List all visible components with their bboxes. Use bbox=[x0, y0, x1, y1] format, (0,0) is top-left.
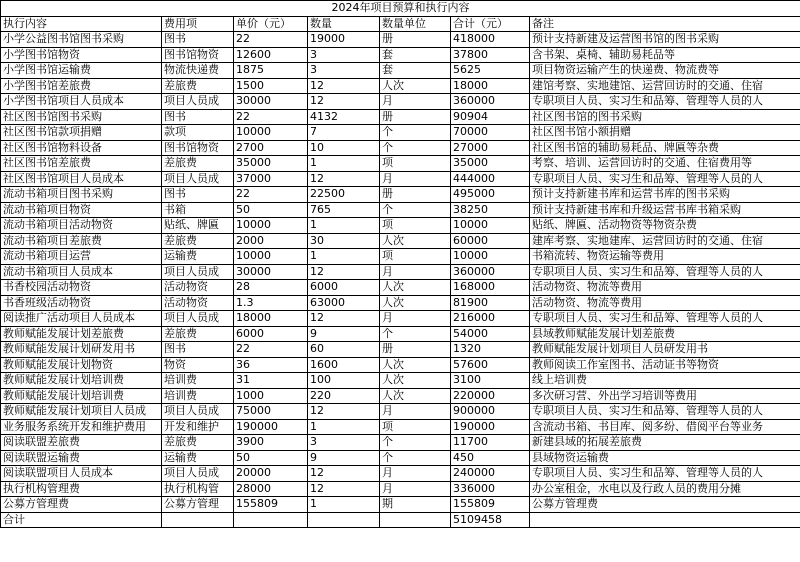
table-cell[interactable]: 5625 bbox=[451, 63, 530, 79]
table-cell[interactable]: 专职项目人员、实习生和品筹、管理等人员的人 bbox=[530, 171, 800, 187]
table-row bbox=[1, 280, 800, 296]
table-cell[interactable]: 人次 bbox=[380, 78, 451, 94]
table-row bbox=[1, 326, 800, 342]
table-row bbox=[1, 140, 800, 156]
table-row bbox=[1, 202, 800, 218]
header-cell[interactable]: 备注 bbox=[530, 16, 800, 32]
table-cell[interactable] bbox=[234, 512, 308, 528]
table-cell[interactable]: 预计支持新建及运营图书馆的图书采购 bbox=[530, 32, 800, 48]
table-row bbox=[1, 63, 800, 79]
table-cell[interactable]: 贴纸、牌匾 bbox=[162, 218, 234, 234]
table-cell[interactable]: 流动书箱项目差旅费 bbox=[1, 233, 162, 249]
table-cell[interactable]: 2000 bbox=[234, 233, 308, 249]
table-cell[interactable]: 60 bbox=[308, 342, 380, 358]
table-cell[interactable]: 图书 bbox=[162, 187, 234, 203]
table-cell[interactable]: 物流快递费 bbox=[162, 63, 234, 79]
table-cell[interactable]: 差旅费 bbox=[162, 78, 234, 94]
table-cell[interactable]: 月 bbox=[380, 264, 451, 280]
table-cell[interactable]: 款项 bbox=[162, 125, 234, 141]
table-cell[interactable]: 人次 bbox=[380, 280, 451, 296]
table-cell[interactable]: 30 bbox=[308, 233, 380, 249]
table-cell[interactable]: 35000 bbox=[451, 156, 530, 172]
table-cell[interactable]: 1320 bbox=[451, 342, 530, 358]
table-cell[interactable]: 人次 bbox=[380, 295, 451, 311]
table-cell[interactable]: 专职项目人员、实习生和品筹、管理等人员的人 bbox=[530, 311, 800, 327]
table-cell[interactable]: 190000 bbox=[451, 419, 530, 435]
table-cell[interactable]: 社区图书馆差旅费 bbox=[1, 156, 162, 172]
header-cell[interactable]: 数量单位 bbox=[380, 16, 451, 32]
table-row bbox=[1, 450, 800, 466]
table-cell[interactable]: 月 bbox=[380, 481, 451, 497]
table-cell[interactable]: 项目人员成 bbox=[162, 466, 234, 482]
table-cell[interactable]: 教师赋能发展计划项目人员成 bbox=[1, 404, 162, 420]
header-cell[interactable]: 合计（元） bbox=[451, 16, 530, 32]
table-cell[interactable]: 444000 bbox=[451, 171, 530, 187]
table-cell[interactable]: 项目人员成 bbox=[162, 311, 234, 327]
table-row bbox=[1, 466, 800, 482]
table-row bbox=[1, 94, 800, 110]
table-cell[interactable]: 教师赋能发展计划研发用书 bbox=[1, 342, 162, 358]
table-cell[interactable]: 册 bbox=[380, 187, 451, 203]
total-row bbox=[1, 512, 800, 528]
table-row bbox=[1, 295, 800, 311]
table-cell[interactable]: 差旅费 bbox=[162, 435, 234, 451]
table-cell[interactable]: 12 bbox=[308, 404, 380, 420]
table-cell[interactable]: 公募方管理 bbox=[162, 497, 234, 513]
table-cell[interactable]: 36 bbox=[234, 357, 308, 373]
table-cell[interactable]: 3 bbox=[308, 435, 380, 451]
table-row bbox=[1, 32, 800, 48]
table-cell[interactable]: 4132 bbox=[308, 109, 380, 125]
table-cell[interactable]: 专职项目人员、实习生和品筹、管理等人员的人 bbox=[530, 94, 800, 110]
table-cell[interactable]: 月 bbox=[380, 94, 451, 110]
table-cell[interactable]: 人次 bbox=[380, 233, 451, 249]
table-cell[interactable]: 小学图书馆物资 bbox=[1, 47, 162, 63]
table-cell[interactable]: 1500 bbox=[234, 78, 308, 94]
table-row bbox=[1, 78, 800, 94]
table-cell[interactable]: 书箱 bbox=[162, 202, 234, 218]
table-cell[interactable]: 3 bbox=[308, 63, 380, 79]
header-cell[interactable]: 数量 bbox=[308, 16, 380, 32]
table-cell[interactable]: 活动物资、物流等费用 bbox=[530, 295, 800, 311]
table-cell[interactable]: 50 bbox=[234, 450, 308, 466]
table-cell[interactable]: 495000 bbox=[451, 187, 530, 203]
table-cell[interactable]: 1 bbox=[308, 156, 380, 172]
table-cell[interactable]: 月 bbox=[380, 171, 451, 187]
table-cell[interactable]: 12 bbox=[308, 171, 380, 187]
table-cell[interactable]: 20000 bbox=[234, 466, 308, 482]
table-cell[interactable]: 阅读联盟差旅费 bbox=[1, 435, 162, 451]
table-row bbox=[1, 435, 800, 451]
table-cell[interactable]: 差旅费 bbox=[162, 233, 234, 249]
table-cell[interactable] bbox=[530, 512, 800, 528]
table-cell[interactable]: 22 bbox=[234, 187, 308, 203]
table-cell[interactable]: 阅读推广活动项目人员成本 bbox=[1, 311, 162, 327]
table-cell[interactable]: 22 bbox=[234, 109, 308, 125]
table-cell[interactable]: 册 bbox=[380, 32, 451, 48]
table-cell[interactable]: 22 bbox=[234, 32, 308, 48]
table-cell[interactable]: 公募方管理费 bbox=[530, 497, 800, 513]
table-cell[interactable]: 教师赋能发展计划培训费 bbox=[1, 388, 162, 404]
header-cell[interactable]: 执行内容 bbox=[1, 16, 162, 32]
table-cell[interactable]: 75000 bbox=[234, 404, 308, 420]
table-cell[interactable]: 10000 bbox=[451, 218, 530, 234]
table-cell[interactable]: 套 bbox=[380, 47, 451, 63]
table-cell[interactable]: 70000 bbox=[451, 125, 530, 141]
table-cell[interactable]: 9 bbox=[308, 326, 380, 342]
table-cell[interactable]: 31 bbox=[234, 373, 308, 389]
table-cell[interactable]: 项 bbox=[380, 419, 451, 435]
table-cell[interactable]: 考察、培训、运营回访时的交通、住宿费用等 bbox=[530, 156, 800, 172]
table-cell[interactable]: 240000 bbox=[451, 466, 530, 482]
table-cell[interactable]: 教师赋能发展计划物资 bbox=[1, 357, 162, 373]
table-cell[interactable]: 培训费 bbox=[162, 373, 234, 389]
table-cell[interactable]: 12 bbox=[308, 94, 380, 110]
table-row bbox=[1, 218, 800, 234]
table-cell[interactable]: 月 bbox=[380, 466, 451, 482]
table-cell[interactable]: 阅读联盟运输费 bbox=[1, 450, 162, 466]
table-cell[interactable]: 38250 bbox=[451, 202, 530, 218]
table-cell[interactable]: 业务服务系统开发和维护费用 bbox=[1, 419, 162, 435]
table-cell[interactable]: 220 bbox=[308, 388, 380, 404]
table-cell[interactable]: 12 bbox=[308, 311, 380, 327]
table-cell[interactable]: 3900 bbox=[234, 435, 308, 451]
table-cell[interactable]: 28 bbox=[234, 280, 308, 296]
table-cell[interactable]: 54000 bbox=[451, 326, 530, 342]
table-cell[interactable]: 12 bbox=[308, 481, 380, 497]
table-cell[interactable]: 22500 bbox=[308, 187, 380, 203]
table-cell[interactable]: 人次 bbox=[380, 388, 451, 404]
table-cell[interactable]: 2700 bbox=[234, 140, 308, 156]
table-cell[interactable]: 册 bbox=[380, 109, 451, 125]
table-cell[interactable]: 预计支持新建书库和运营书库的图书采购 bbox=[530, 187, 800, 203]
table-cell[interactable]: 专职项目人员、实习生和品筹、管理等人员的人 bbox=[530, 466, 800, 482]
table-title: 2024年项目预算和执行内容 bbox=[1, 1, 800, 17]
table-cell[interactable]: 1 bbox=[308, 218, 380, 234]
table-cell[interactable]: 教师赋能发展计划项目人员研发用书 bbox=[530, 342, 800, 358]
table-row bbox=[1, 497, 800, 513]
table-cell[interactable]: 个 bbox=[380, 450, 451, 466]
table-cell[interactable]: 书箱流转、物资运输等费用 bbox=[530, 249, 800, 265]
table-cell[interactable]: 书香校园活动物资 bbox=[1, 280, 162, 296]
table-cell[interactable]: 3100 bbox=[451, 373, 530, 389]
table-cell[interactable]: 1.3 bbox=[234, 295, 308, 311]
table-cell[interactable]: 18000 bbox=[451, 78, 530, 94]
table-row bbox=[1, 249, 800, 265]
table-cell[interactable] bbox=[380, 512, 451, 528]
table-row bbox=[1, 342, 800, 358]
table-cell[interactable]: 81900 bbox=[451, 295, 530, 311]
table-cell[interactable]: 图书 bbox=[162, 109, 234, 125]
table-cell[interactable] bbox=[162, 512, 234, 528]
total-label[interactable]: 合计 bbox=[1, 512, 162, 528]
table-row bbox=[1, 357, 800, 373]
title-row bbox=[1, 1, 800, 17]
table-cell[interactable]: 人次 bbox=[380, 357, 451, 373]
table-cell[interactable]: 流动书箱项目人员成本 bbox=[1, 264, 162, 280]
table-cell[interactable]: 28000 bbox=[234, 481, 308, 497]
table-cell[interactable]: 个 bbox=[380, 326, 451, 342]
table-cell[interactable]: 套 bbox=[380, 63, 451, 79]
table-cell[interactable] bbox=[308, 512, 380, 528]
table-cell[interactable]: 项目物资运输产生的快递费、物流费等 bbox=[530, 63, 800, 79]
table-cell[interactable]: 图书 bbox=[162, 32, 234, 48]
table-cell[interactable]: 1600 bbox=[308, 357, 380, 373]
table-cell[interactable]: 1875 bbox=[234, 63, 308, 79]
table-cell[interactable]: 阅读联盟项目人员成本 bbox=[1, 466, 162, 482]
table-cell[interactable]: 220000 bbox=[451, 388, 530, 404]
table-row bbox=[1, 311, 800, 327]
table-cell[interactable]: 12 bbox=[308, 78, 380, 94]
table-cell[interactable]: 执行机构管理费 bbox=[1, 481, 162, 497]
table-cell[interactable]: 50 bbox=[234, 202, 308, 218]
table-cell[interactable]: 60000 bbox=[451, 233, 530, 249]
table-cell[interactable]: 个 bbox=[380, 202, 451, 218]
table-cell[interactable]: 216000 bbox=[451, 311, 530, 327]
table-cell[interactable]: 图书馆物资 bbox=[162, 140, 234, 156]
table-cell[interactable]: 社区图书馆项目人员成本 bbox=[1, 171, 162, 187]
table-cell[interactable]: 19000 bbox=[308, 32, 380, 48]
table-row bbox=[1, 171, 800, 187]
table-cell[interactable]: 差旅费 bbox=[162, 156, 234, 172]
table-cell[interactable]: 教师赋能发展计划培训费 bbox=[1, 373, 162, 389]
table-cell[interactable]: 项目人员成 bbox=[162, 264, 234, 280]
table-cell[interactable]: 900000 bbox=[451, 404, 530, 420]
table-cell[interactable]: 7 bbox=[308, 125, 380, 141]
table-row bbox=[1, 47, 800, 63]
header-cell[interactable]: 单价（元） bbox=[234, 16, 308, 32]
table-row bbox=[1, 125, 800, 141]
table-cell[interactable]: 1000 bbox=[234, 388, 308, 404]
table-cell[interactable]: 书香班级活动物资 bbox=[1, 295, 162, 311]
total-value[interactable]: 5109458 bbox=[451, 512, 530, 528]
table-cell[interactable]: 专职项目人员、实习生和品筹、管理等人员的人 bbox=[530, 264, 800, 280]
table-row bbox=[1, 109, 800, 125]
table-cell[interactable]: 培训费 bbox=[162, 388, 234, 404]
table-cell[interactable]: 项 bbox=[380, 218, 451, 234]
table-row bbox=[1, 404, 800, 420]
table-cell[interactable]: 专职项目人员、实习生和品筹、管理等人员的人 bbox=[530, 404, 800, 420]
table-cell[interactable]: 活动物资 bbox=[162, 295, 234, 311]
table-cell[interactable]: 个 bbox=[380, 125, 451, 141]
table-cell[interactable]: 流动书箱项目图书采购 bbox=[1, 187, 162, 203]
table-cell[interactable]: 3 bbox=[308, 47, 380, 63]
table-cell[interactable]: 1 bbox=[308, 249, 380, 265]
table-cell[interactable]: 活动物资、物流等费用 bbox=[530, 280, 800, 296]
table-cell[interactable]: 期 bbox=[380, 497, 451, 513]
table-cell[interactable]: 12 bbox=[308, 264, 380, 280]
table-row bbox=[1, 156, 800, 172]
table-cell[interactable]: 执行机构管 bbox=[162, 481, 234, 497]
table-cell[interactable]: 168000 bbox=[451, 280, 530, 296]
table-cell[interactable]: 155809 bbox=[451, 497, 530, 513]
header-row bbox=[1, 16, 800, 32]
table-cell[interactable]: 10000 bbox=[234, 249, 308, 265]
table-cell[interactable]: 155809 bbox=[234, 497, 308, 513]
table-cell[interactable]: 190000 bbox=[234, 419, 308, 435]
table-cell[interactable]: 图书馆物资 bbox=[162, 47, 234, 63]
table-cell[interactable]: 项目人员成 bbox=[162, 94, 234, 110]
table-cell[interactable]: 活动物资 bbox=[162, 280, 234, 296]
table-cell[interactable]: 10000 bbox=[234, 218, 308, 234]
table-row bbox=[1, 481, 800, 497]
table-cell[interactable]: 90904 bbox=[451, 109, 530, 125]
table-cell[interactable]: 社区图书馆的辅助易耗品、牌匾等杂费 bbox=[530, 140, 800, 156]
table-cell[interactable]: 小学公益图书馆图书采购 bbox=[1, 32, 162, 48]
table-cell[interactable]: 100 bbox=[308, 373, 380, 389]
table-cell[interactable]: 社区图书馆款项捐赠 bbox=[1, 125, 162, 141]
table-cell[interactable]: 9 bbox=[308, 450, 380, 466]
table-cell[interactable]: 运输费 bbox=[162, 450, 234, 466]
table-cell[interactable]: 含流动书箱、书目库、阅多纷、借阅平台等业务 bbox=[530, 419, 800, 435]
table-cell[interactable]: 社区图书馆物料设备 bbox=[1, 140, 162, 156]
table-cell[interactable]: 10000 bbox=[451, 249, 530, 265]
table-cell[interactable]: 县域教师赋能发展计划差旅费 bbox=[530, 326, 800, 342]
table-cell[interactable]: 27000 bbox=[451, 140, 530, 156]
table-cell[interactable]: 项 bbox=[380, 156, 451, 172]
table-cell[interactable]: 360000 bbox=[451, 94, 530, 110]
table-cell[interactable]: 37000 bbox=[234, 171, 308, 187]
table-row bbox=[1, 419, 800, 435]
table-cell[interactable]: 30000 bbox=[234, 264, 308, 280]
table-cell[interactable]: 30000 bbox=[234, 94, 308, 110]
table-cell[interactable]: 社区图书馆的图书采购 bbox=[530, 109, 800, 125]
table-cell[interactable]: 预计支持新建书库和升级运营书库书箱采购 bbox=[530, 202, 800, 218]
table-cell[interactable]: 小学图书馆项目人员成本 bbox=[1, 94, 162, 110]
table-cell[interactable]: 项目人员成 bbox=[162, 404, 234, 420]
table-cell[interactable]: 教师阅读工作室图书、活动证书等物资 bbox=[530, 357, 800, 373]
table-row bbox=[1, 373, 800, 389]
table-cell[interactable]: 小学图书馆运输费 bbox=[1, 63, 162, 79]
table-cell[interactable]: 物资 bbox=[162, 357, 234, 373]
table-cell[interactable]: 765 bbox=[308, 202, 380, 218]
table-cell[interactable]: 人次 bbox=[380, 373, 451, 389]
table-cell[interactable]: 项目人员成 bbox=[162, 171, 234, 187]
table-cell[interactable]: 6000 bbox=[234, 326, 308, 342]
table-cell[interactable]: 个 bbox=[380, 140, 451, 156]
table-cell[interactable]: 12 bbox=[308, 466, 380, 482]
table-cell[interactable]: 公募方管理费 bbox=[1, 497, 162, 513]
table-cell[interactable]: 450 bbox=[451, 450, 530, 466]
table-cell[interactable]: 22 bbox=[234, 342, 308, 358]
table-cell[interactable]: 10 bbox=[308, 140, 380, 156]
table-cell[interactable]: 18000 bbox=[234, 311, 308, 327]
table-cell[interactable]: 贴纸、牌匾、活动物资等物资杂费 bbox=[530, 218, 800, 234]
table-cell[interactable]: 多次研习营、外出学习培训等费用 bbox=[530, 388, 800, 404]
table-cell[interactable]: 建库考察、实地建库、运营回访时的交通、住宿 bbox=[530, 233, 800, 249]
table-cell[interactable]: 1 bbox=[308, 497, 380, 513]
table-cell[interactable]: 建馆考察、实地建馆、运营回访时的交通、住宿 bbox=[530, 78, 800, 94]
table-cell[interactable]: 图书 bbox=[162, 342, 234, 358]
table-cell[interactable]: 月 bbox=[380, 311, 451, 327]
table-cell[interactable]: 35000 bbox=[234, 156, 308, 172]
table-cell[interactable]: 社区图书馆小额捐赠 bbox=[530, 125, 800, 141]
table-cell[interactable]: 流动书箱项目物资 bbox=[1, 202, 162, 218]
table-cell[interactable]: 项 bbox=[380, 249, 451, 265]
table-cell[interactable]: 小学图书馆差旅费 bbox=[1, 78, 162, 94]
table-cell[interactable]: 含书架、桌椅、辅助易耗品等 bbox=[530, 47, 800, 63]
table-cell[interactable]: 新建县域的拓展差旅费 bbox=[530, 435, 800, 451]
table-cell[interactable]: 418000 bbox=[451, 32, 530, 48]
table-cell[interactable]: 11700 bbox=[451, 435, 530, 451]
table-cell[interactable]: 线上培训费 bbox=[530, 373, 800, 389]
table-cell[interactable]: 运输费 bbox=[162, 249, 234, 265]
table-cell[interactable]: 10000 bbox=[234, 125, 308, 141]
table-cell[interactable]: 办公室租金，水电以及行政人员的费用分摊 bbox=[530, 481, 800, 497]
table-cell[interactable]: 57600 bbox=[451, 357, 530, 373]
table-cell[interactable]: 1 bbox=[308, 419, 380, 435]
table-cell[interactable]: 流动书箱项目活动物资 bbox=[1, 218, 162, 234]
table-cell[interactable]: 县域物资运输费 bbox=[530, 450, 800, 466]
table-cell[interactable]: 336000 bbox=[451, 481, 530, 497]
table-cell[interactable]: 12600 bbox=[234, 47, 308, 63]
table-cell[interactable]: 37800 bbox=[451, 47, 530, 63]
table-cell[interactable]: 63000 bbox=[308, 295, 380, 311]
table-cell[interactable]: 月 bbox=[380, 404, 451, 420]
table-row bbox=[1, 264, 800, 280]
table-cell[interactable]: 差旅费 bbox=[162, 326, 234, 342]
table-cell[interactable]: 个 bbox=[380, 435, 451, 451]
table-cell[interactable]: 社区图书馆图书采购 bbox=[1, 109, 162, 125]
table-row bbox=[1, 388, 800, 404]
table-cell[interactable]: 360000 bbox=[451, 264, 530, 280]
table-cell[interactable]: 册 bbox=[380, 342, 451, 358]
table-cell[interactable]: 6000 bbox=[308, 280, 380, 296]
table-row bbox=[1, 187, 800, 203]
table-row bbox=[1, 233, 800, 249]
table-cell[interactable]: 开发和维护 bbox=[162, 419, 234, 435]
table-cell[interactable]: 流动书箱项目运营 bbox=[1, 249, 162, 265]
table-cell[interactable]: 教师赋能发展计划差旅费 bbox=[1, 326, 162, 342]
header-cell[interactable]: 费用项 bbox=[162, 16, 234, 32]
